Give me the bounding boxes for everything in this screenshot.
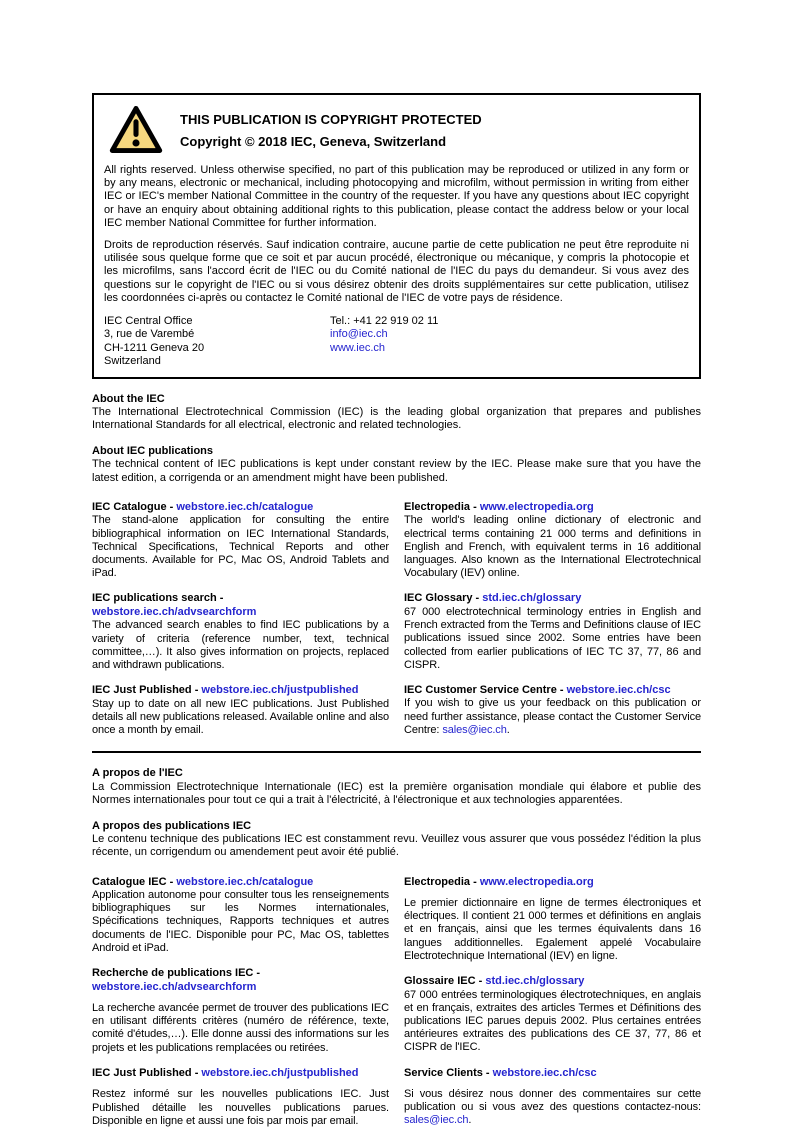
pub-heading: IEC Catalogue - webstore.iec.ch/catalogue [92,500,314,513]
pub-body: The advanced search enables to find IEC publications by a variety of criteria (reference number, text, technical committee,…). It also gives information on projects, replaced and withdrawn publications. [92,619,389,671]
about-iec-heading: About the IEC [92,392,165,405]
copyright-box-titles [180,113,482,148]
pub-url-link[interactable]: webstore.iec.ch/catalogue [176,875,314,888]
pub-body: Application autonome pour consulter tous les renseignements bibliographiques sur les Normes internationales, Spécifications techniques, Rapports techniques et autres documents de l'IEC. Disponible pour PC, Mac OS, tablettes Android et iPad. [92,889,389,954]
contact-address-line: 3, rue de Varembé [104,328,195,341]
pub-title: Service Clients [404,1066,483,1079]
pub-title: IEC Glossary [404,592,473,605]
warning-triangle-icon [109,105,163,155]
pub-url-link[interactable]: webstore.iec.ch/justpublished [201,1066,359,1079]
pub-body: Si vous désirez nous donner des commentaires sur cette publication ou si vous avez des questions contactez-nous: sales@iec.ch. [404,1088,701,1127]
pub-title: IEC Just Published [92,1066,192,1079]
section-divider [92,751,701,753]
contact-address-line: Switzerland [104,355,161,368]
pub-url-link[interactable]: www.electropedia.org [479,500,594,513]
pub-title: Electropedia [404,875,471,888]
apropos-publications-heading: A propos des publications IEC [92,819,252,832]
pub-body: Restez informé sur les nouvelles publications IEC. Just Published détaille les nouvelles publications parues. Disponible en ligne et aussi une fois par mois par email. [92,1088,389,1127]
contact-block [104,315,689,369]
pub-url-link[interactable]: std.iec.ch/glossary [485,975,585,988]
pub-body: The world's leading online dictionary of electronic and electrical terms containing 21 000 terms and definitions in English and French, with equivalent terms in 16 additional languages. Also known as the International Electrotechnical Vocabulary (IEV) online. [404,514,701,580]
about-iec-paragraph: The International Electrotechnical Commission (IEC) is the leading global organization that prepares and publishes International Standards for all electrical, electronic and related technologies. [92,405,701,432]
pub-body: Le premier dictionnaire en ligne de termes électroniques et électriques. Il contient 21 000 termes et définitions en anglais et en français, ainsi que les termes équivalents dans 16 langues additionnelles. Egalement appelé Vocabulaire Electrotechnique International (IEV) en ligne. [404,897,701,962]
pub-title: Electropedia [404,500,471,513]
pub-heading: Catalogue IEC - webstore.iec.ch/catalogue [92,875,314,888]
pub-url-link[interactable]: www.electropedia.org [479,875,594,888]
pub-url-link[interactable]: webstore.iec.ch/advsearchform [92,605,257,618]
pub-body: 67 000 entrées terminologiques électrotechniques, en anglais et en français, extraites des articles Termes et Définitions des publications IEC parues depuis 2002. Plus certaines entrées antérieures extraites des publications des CE 37, 77, 86 et CISPR de l'IEC. [404,988,701,1054]
publications-columns-french [92,876,701,1140]
pub-body: Stay up to date on all new IEC publications. Just Published details all new publications released. Available online and also once a month by email. [92,697,389,737]
copyright-box [92,93,701,379]
apropos-publications-paragraph: Le contenu technique des publications IEC est constamment revu. Veuillez vous assurer que vous possédez l'édition la plus récente, un corrigendum ou amendement peut avoir été publié. [92,833,701,859]
copyright-box-header [104,102,689,155]
pub-title: Catalogue IEC [92,875,167,888]
publications-column-right [404,501,701,749]
copyright-title: THIS PUBLICATION IS COPYRIGHT PROTECTED [180,111,482,127]
copyright-subtitle: Copyright © 2018 IEC, Geneva, Switzerland [180,133,447,149]
pub-body: La recherche avancée permet de trouver des publications IEC en utilisant différents critères (numéro de référence, texte, comité d'études,…). Elle donne aussi des informations sur les projets et les publications remplacées ou retirées. [92,1002,389,1054]
pub-heading: Electropedia - www.electropedia.org [404,875,594,888]
pub-heading: IEC Just Published - webstore.iec.ch/justpublished [92,684,359,697]
pub-url-link[interactable]: std.iec.ch/glossary [482,592,582,605]
apropos-iec-heading: A propos de l'IEC [92,767,183,780]
publications-columns-english [92,501,701,749]
pub-item [92,684,389,737]
publications-column-right [404,876,701,1140]
contact-phone: Tel.: +41 22 919 02 11 [330,315,439,328]
document-page [92,93,701,1140]
pub-url-link[interactable]: webstore.iec.ch/catalogue [176,500,314,513]
pub-title: Glossaire IEC [404,975,476,988]
pub-title: IEC Catalogue [92,500,167,513]
about-iec-publications-paragraph: The technical content of IEC publications is kept under constant review by the IEC. Please make sure that you have the latest edition, a corrigenda or an amendment might have been published. [92,458,701,484]
pub-heading: IEC publications search - webstore.iec.ch/advsearchform [92,592,257,618]
pub-title: IEC publications search [92,592,217,605]
pub-body: The stand-alone application for consulting the entire bibliographical information on IEC International Standards, Technical Specifications, Technical Reports and other documents. Available for PC, Mac OS, Android Tablets and iPad. [92,514,389,580]
contact-website-link[interactable]: www.iec.ch [330,341,386,354]
about-iec-publications-heading: About IEC publications [92,445,213,458]
apropos-iec-paragraph: La Commission Electrotechnique Internationale (IEC) est la première organisation mondiale qui élabore et publie des Normes internationales pour tout ce qui a trait à l'électricité, à l'électronique et aux technologies apparentées. [92,780,701,806]
pub-item [404,592,701,672]
pub-url-link[interactable]: webstore.iec.ch/csc [566,683,671,696]
copyright-notice-english: All rights reserved. Unless otherwise specified, no part of this publication may be reproduced or utilized in any form or by any means, electronic or mechanical, including photocopying and microfilm, without permission in writing from either IEC or IEC's member National Committee in the country of the requester. If you have any questions about IEC copyright or have an enquiry about obtaining additional rights to this publication, please contact the address below or your local IEC member National Committee for further information. [104,164,689,229]
pub-heading [92,967,389,994]
pub-url-link[interactable]: webstore.iec.ch/justpublished [201,684,359,697]
pub-heading: IEC Glossary - std.iec.ch/glossary [404,592,582,605]
contact-details [330,315,438,369]
contact-address [104,315,330,369]
pub-title: Recherche de publications IEC - [92,967,261,980]
contact-address-line: IEC Central Office [104,315,193,328]
pub-heading: Electropedia - www.electropedia.org [404,500,594,513]
pub-url-link[interactable]: webstore.iec.ch/csc [492,1066,597,1079]
pub-title: IEC Just Published [92,684,192,697]
pub-heading: Service Clients - webstore.iec.ch/csc [404,1066,597,1079]
pub-item [92,1067,389,1128]
pub-body: If you wish to give us your feedback on this publication or need further assistance, please contact the Customer Service Centre: sales@iec.ch. [404,697,701,736]
publications-column-left [92,876,389,1140]
pub-item [92,592,389,672]
publications-column-left [92,501,389,749]
pub-title: IEC Customer Service Centre [404,683,557,696]
pub-item [404,684,701,737]
pub-item [92,876,389,956]
contact-email-link[interactable]: info@iec.ch [330,328,388,341]
pub-heading: Glossaire IEC - std.iec.ch/glossary [404,975,585,988]
pub-heading: IEC Just Published - webstore.iec.ch/justpublished [92,1066,359,1079]
contact-address-line: CH-1211 Geneva 20 [104,341,205,354]
pub-item [404,975,701,1055]
pub-item [404,876,701,964]
sales-email-link[interactable]: sales@iec.ch [442,723,507,736]
pub-body: 67 000 electrotechnical terminology entries in English and French extracted from the Terms and Definitions clause of IEC publications issued since 2002. Some entries have been collected from earlier publications of IEC TC 37, 77, 86 and CISPR. [404,605,701,671]
pub-item [404,501,701,581]
pub-heading: IEC Customer Service Centre - webstore.iec.ch/csc [404,683,671,696]
pub-item [92,967,389,1055]
pub-url-link[interactable]: webstore.iec.ch/advsearchform [92,980,257,993]
pub-item [404,1067,701,1128]
sales-email-link[interactable]: sales@iec.ch [404,1114,469,1127]
copyright-notice-french: Droits de reproduction réservés. Sauf indication contraire, aucune partie de cette publication ne peut être reproduite ni utilisée sous quelque forme que ce soit et par aucun procédé, électronique ou mécanique, y compris la photocopie et les microfilms, sans l'accord écrit de l'IEC ou du Comité national de l'IEC du pays du demandeur. Si vous avez des questions sur le copyright de l'IEC ou si vous désirez obtenir des droits supplémentaires sur cette publication, utilisez les coordonnées ci-après ou contactez le Comité national de l'IEC de votre pays de résidence. [104,239,689,304]
pub-item [92,501,389,581]
